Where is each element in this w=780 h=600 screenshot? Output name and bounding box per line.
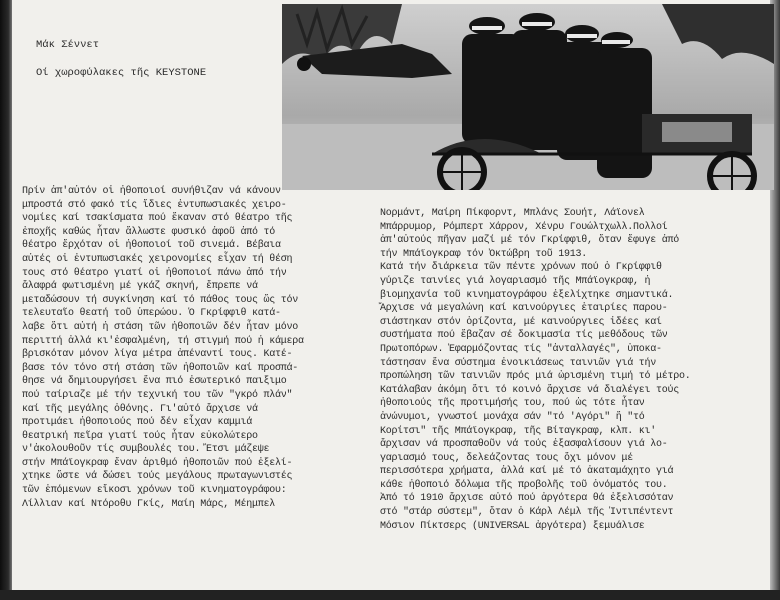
text-line: θεατρική πεῖρα γιατί τούς ἦταν εὐκολώτερο bbox=[22, 430, 258, 442]
text-line: στήν Μπάϊογκραφ ἕναν ἀριθμό ἠθοποιῶν πού ἐξελί- bbox=[22, 457, 293, 469]
text-line: βιομηχανία τοῦ κινηματογράφου ἐξελίχτηκε σημαντικά. bbox=[380, 289, 674, 301]
text-line: ἄρχισαν νά προσπαθοῦν νά τούς ἐξασφαλίσουν γιά λο- bbox=[380, 439, 668, 451]
text-line: βρισκόταν μόνον λίγα μέτρα ἀπέναντί τους. Κατέ- bbox=[22, 349, 293, 361]
film-still-photo bbox=[282, 4, 774, 190]
text-line: θησε νά δημιουργήσει ἕνα πιό ἐσωτερικό παιξιμο bbox=[22, 376, 287, 388]
text-line: μεταδώσουν τή συγκίνηση καί τό πάθος τους ὥς τόν bbox=[22, 294, 299, 306]
text-line: Νορμάντ, Μαίρη Πίκφορντ, Μπλάνς Σουήτ, Λάϊονελ bbox=[380, 208, 645, 219]
right-text-column bbox=[380, 207, 760, 533]
text-line: Λίλλιαν καί Ντόροθυ Γκίς, Μαίη Μάρς, Μέημπελ bbox=[22, 498, 276, 510]
text-line: σιάστηκαν στόν ὁρίζοντα, μέ καινούργιες ἰδέες καί bbox=[380, 316, 662, 328]
text-line: μπροστά στό φακό τίς ἴδιες ἐντυπωσιακές χειρο- bbox=[22, 199, 287, 211]
text-line: ν'ἀκολουθοῦν τίς συμβουλές του. Ἔτσι μάζεψε bbox=[22, 444, 270, 456]
photo-icon bbox=[282, 4, 774, 190]
text-line: προτιμάει ἠθοποιούς πού δέν εἶχαν καμμιά bbox=[22, 417, 253, 429]
text-line: τάστησαν ἕνα σύστημα ἐνοικιάσεως ταινιῶν γιά τήν bbox=[380, 357, 657, 369]
text-line: ἀνώνυμοι, γνωστοί μονάχα σάν "τό 'Αγόρι" ἤ "τό bbox=[380, 411, 645, 423]
text-line: θέατρο ἔρχόταν οἱ ἠθοποιοί τοῦ σινεμά. Βέβαια bbox=[22, 240, 281, 252]
text-line: πού ταίριαζε μέ τήν τεχνική του τῶν "γκρό πλάν" bbox=[22, 389, 293, 401]
text-line: χτηκε ὥστε νά δώσει τούς μεγάλους πρωταγωνιστές bbox=[22, 471, 293, 483]
text-line: περιττή ἀλλά κι'ἐσφαλμένη, τή στιγμή πού ἡ κάμερα bbox=[22, 335, 304, 347]
photo-caption bbox=[36, 38, 206, 94]
caption-title: Οί χωροφύλακες τῆς KEYSTONE bbox=[36, 67, 207, 79]
text-line: Κατάλαβαν ἀκόμη ὅτι τό κοινό ἄρχισε νά διαλέγει τούς bbox=[380, 384, 680, 396]
text-line: Πρίν ἀπ'αὐτόν οἱ ἠθοποιοί συνήθιζαν νά κάνουν bbox=[22, 186, 281, 197]
page-edge-bottom bbox=[0, 590, 780, 600]
text-line: ἠθοποιούς τῆς προτιμήσής του, πού ὡς τότε ἦταν bbox=[380, 398, 645, 410]
text-line: αὐτές οἱ ἐντυπωσιακές χειρονομίες εἶχαν τή θέση bbox=[22, 253, 293, 265]
text-line: γύριζε ταινίες γιά λογαριασμό τῆς Μπάϊογκραφ, ἡ bbox=[380, 275, 651, 287]
text-line: προπώληση τῶν ταινιῶν πρός μιά ὡρισμένη τιμή τό μέτρο. bbox=[380, 371, 691, 383]
text-line: συστήματα πού ἔβαζαν σέ δοκιμασία τίς μεθόδους τῶν bbox=[380, 330, 668, 342]
left-text-column bbox=[22, 185, 374, 511]
text-line: Κορίτσι" τῆς Μπάϊογκραφ, τῆς Βίταγκραφ, κλπ. κι' bbox=[380, 425, 657, 437]
text-line: στό "στάρ σύστεμ", ὅταν ὁ Κάρλ Λέμλ τῆς Ἰντιπέντεντ bbox=[380, 507, 674, 519]
text-line: ἀπ'αὐτούς πῆγαν μαζί μέ τόν Γκρίφφιθ, ὅταν ἔφυγε ἀπό bbox=[380, 235, 680, 247]
text-line: τους στό θέατρο γιατί οἱ ἠθοποιοί πάνω ἀπό τήν bbox=[22, 267, 287, 279]
text-line: ἐποχῆς καθώς ἦταν ἄλλωστε φυσικό ἀφοῦ ἀπό τό bbox=[22, 226, 276, 238]
book-spine-shadow bbox=[0, 0, 12, 600]
text-line: περισσότερα χρήματα, ἀλλά καί μέ τό ἀκαταμάχητο γιά bbox=[380, 466, 674, 478]
caption-author: Μάκ Σέννετ bbox=[36, 39, 100, 51]
text-line: βασε τόν τόνο στή στάση τῶν ἠθοποιῶν καί προσπά- bbox=[22, 362, 299, 374]
text-line: καί τῆς μεγάλης ὀθόνης. Γι'αὐτό ἄρχισε νά bbox=[22, 403, 258, 415]
text-line: Πρωτοπόρων. Ἐφαρμόζοντας τίς "ἀνταλλαγές", ὑποκα- bbox=[380, 343, 662, 355]
text-line: Μόσιον Πίκτσερς (UNIVERSAL ἀργότερα) ξεμυάλισε bbox=[380, 520, 645, 532]
text-line: ἄλαφρά φωτισμένη μέ γκάζ σκηνή, ἔπρεπε νά bbox=[22, 281, 258, 293]
text-line: κάθε ἠθοποιό δόλωμα τῆς προβολῆς τοῦ ὀνόματός του. bbox=[380, 479, 668, 491]
text-line: τελευταῖο θεατή τοῦ ὑπερώου. Ὁ Γκρίφφιθ κατά- bbox=[22, 308, 281, 320]
text-line: τήν Μπάϊογκραφ τόν Ὀκτώβρη τοῦ 1913. bbox=[380, 248, 588, 260]
text-line: λαβε ὅτι αὐτή ἡ στάση τῶν ἠθοποιῶν δέν ἦταν μόνο bbox=[22, 321, 299, 333]
text-line: Κατά τήν διάρκεια τῶν πέντε χρόνων πού ὁ Γκρίφφιθ bbox=[380, 262, 662, 274]
text-line: Ἀπό τό 1910 ἄρχισε αὐτό πού ἀργότερα θά ἐξελισσόταν bbox=[380, 493, 674, 505]
text-line: τῶν ἑπόμενων εἴκοσι χρόνων τοῦ κινηματογράφου: bbox=[22, 485, 287, 497]
text-line: γαριασμό τους, δελεάζοντας τους ὄχι μόνον μέ bbox=[380, 452, 634, 464]
text-line: νομίες καί τσακίσματα πού ἔκαναν στό θέατρο τῆς bbox=[22, 213, 293, 225]
text-line: Ἄρχισε νά μεγαλώνη καί καινούργιες ἑταιρίες παρου- bbox=[380, 303, 668, 315]
text-line: Μπάρρυμορ, Ρόμπερτ Χάρρον, Χένρυ Γουώλτχωλλ.Πολλοί bbox=[380, 221, 668, 233]
